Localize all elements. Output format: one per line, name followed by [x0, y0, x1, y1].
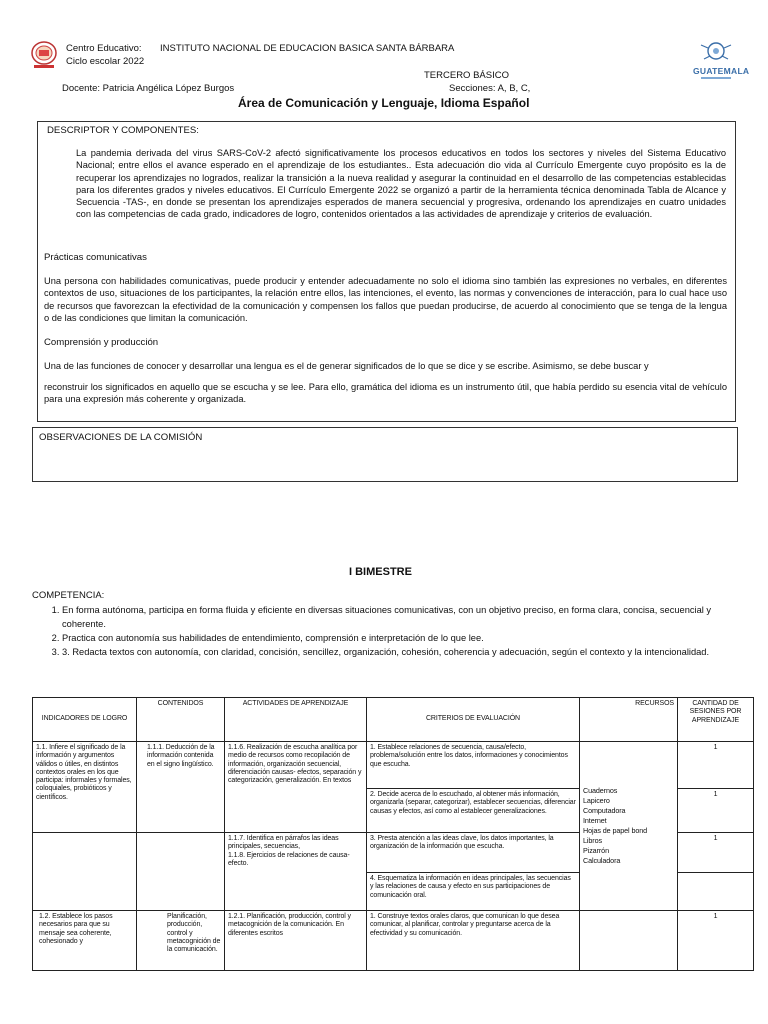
- competencia-item: 1. En forma autónoma, participa en forma fluida y eficiente en diversas situaciones comunicativas, con un objetivo preciso, en forma clara, concisa, secuencial y coherente.: [62, 603, 744, 631]
- observaciones-box: [32, 427, 738, 482]
- contenido-1-2: Planificación, producción, control y metacognición de la comunicación.: [137, 911, 225, 971]
- comprension-text-1: Una de las funciones de conocer y desarrollar una lengua es el de generar significados de lo que se dice y se escribe. Asimismo, se debe buscar y: [44, 361, 649, 371]
- planning-table: [32, 697, 754, 971]
- cantidad-cell: 1: [678, 833, 754, 873]
- descriptor-title: DESCRIPTOR Y COMPONENTES:: [47, 125, 199, 136]
- actividad-1-1-6: 1.1.6. Realización de escucha analítica por medio de recursos como recopilación de información, organización secuencial, diferenciación causas- efectos, separación y categorización, generalización. En textos: [225, 742, 367, 833]
- comprension-text-2: reconstruir los significados en aquello que se escucha y se lee. Para ello, gramática del idioma es un instrumento útil, que había perdido su esencia vital de vehículo para una expresión más coherente y organizada.: [44, 382, 727, 405]
- cantidad-cell: 1: [678, 742, 754, 789]
- recurso-item: Libros: [583, 836, 602, 845]
- actividad-1-1-7: 1.1.7. Identifica en párrafos las ideas principales, secuencias,: [228, 835, 339, 851]
- descriptor-intro: La pandemia derivada del virus SARS-CoV-2 afectó significativamente los procesos educativos en todos los sectores y niveles del Sistema Educativo Nacional; entre ellos el avance esperado en el aprendizaje de los estudiantes.. Esta adecuación dio vida al Currículo Emergente cuyo propósito es la de recuperar los aprendizajes no logrados, realizar la transición a la nueva realidad y asegurar la continuidad en el desarrollo de las competencias establecidas para los diferentes grados y niveles educativos. El Currículo Emergente 2022 se organizó a partir de la herramienta técnica denominada Tabla de Alcance y Secuencia -TAS-, en donde se presentan los aprendizajes esperados de manera secuencial y progresiva, ordenando los aprendizajes en cuatro unidades con las competencias de cada grado, indicadores de logro, contenidos orientados a las actividades de aprendizaje y criterios de evaluación.: [76, 148, 726, 220]
- recurso-item: Pizarrón: [583, 846, 609, 855]
- recurso-item: Calculadora: [583, 856, 621, 865]
- descriptor-box: [37, 121, 736, 422]
- table-row: [33, 742, 754, 789]
- bimestre-title: I BIMESTRE: [349, 566, 412, 578]
- table-header-row: [33, 698, 754, 742]
- docente: Docente: Patricia Angélica López Burgos: [62, 83, 235, 94]
- criterio-3: 3. Presta atención a las ideas clave, los datos importantes, la organización de la información que escucha.: [367, 833, 580, 873]
- criterio-1: 1. Establece relaciones de secuencia, causa/efecto, problema/solución entre los datos, informaciones y conocimientos que escucha.: [367, 742, 580, 789]
- recurso-item: Cuadernos: [583, 786, 618, 795]
- competencia-item: 2. Practica con autonomía sus habilidades de entendimiento, comprensión e interpretación de lo que lee.: [62, 631, 744, 645]
- indicador-empty: [33, 833, 137, 911]
- area-title: Área de Comunicación y Lenguaje, Idioma Español: [238, 96, 530, 110]
- recurso-item: Computadora: [583, 806, 626, 815]
- ciclo-escolar: Ciclo escolar 2022: [66, 56, 145, 67]
- contenido-empty: [137, 833, 225, 911]
- recurso-item: Internet: [583, 816, 607, 825]
- criterio-4: 4. Esquematiza la información en ideas principales, las secuencias y las relaciones de causa y efecto en sus participaciones de comunicación oral.: [367, 873, 580, 911]
- header-actividades: ACTIVIDADES DE APRENDIZAJE: [225, 698, 367, 742]
- cantidad-cell: 1: [678, 789, 754, 833]
- indicador-1-1: 1.1. Infiere el significado de la información y argumentos válidos o útiles, en distintos contextos orales en los que participa: informales y formales, coloquiales, probióticos y científicos.: [33, 742, 137, 833]
- centro-value: INSTITUTO NACIONAL DE EDUCACION BASICA SANTA BÁRBARA: [160, 43, 455, 54]
- header-contenidos: CONTENIDOS: [137, 698, 225, 742]
- cantidad-empty: [678, 873, 754, 911]
- header-criterios: CRITERIOS DE EVALUACIÓN: [367, 698, 580, 742]
- observaciones-title: OBSERVACIONES DE LA COMISIÓN: [39, 432, 203, 443]
- school-seal-logo: [30, 40, 58, 70]
- cantidad-cell: 1: [678, 911, 754, 971]
- recurso-item: Hojas de papel bond: [583, 826, 648, 835]
- criterio-2: 2. Decide acerca de lo escuchado, al obtener más información, organizarla (separar, categorizar), establecer secuencias, diferenciar causas y efectos, así como al establecer generalizaciones.: [367, 789, 580, 833]
- centro-label: Centro Educativo:: [66, 43, 142, 54]
- criterio-1-2: 1. Construye textos orales claros, que comunican lo que desea comunicar, al planificar, controlar y preguntarse acerca de la efectividad y su comunicación.: [367, 911, 580, 971]
- guatemala-ministry-logo: [693, 40, 750, 76]
- header-cantidad: CANTIDAD DE SESIONES POR APRENDIZAJE: [678, 698, 754, 742]
- recurso-item: Lapicero: [583, 796, 610, 805]
- actividad-1-2-1: 1.2.1. Planificación, producción, control y metacognición de la comunicación. En diferentes escritos: [225, 911, 367, 971]
- competencia-item: 3. 3. Redacta textos con autonomía, con claridad, concisión, sencillez, organización, cohesión, coherencia y adecuación, según el contexto y la intencionalidad.: [62, 645, 744, 659]
- table-row: [33, 911, 754, 971]
- recursos-cell: [580, 742, 678, 911]
- secciones: Secciones: A, B, C,: [449, 83, 531, 94]
- comprension-title: Comprensión y producción: [44, 337, 159, 348]
- contenido-1-1-1: 1.1.1. Deducción de la información contenida en el signo lingüístico.: [137, 742, 225, 833]
- practicas-text: Una persona con habilidades comunicativas, puede producir y entender adecuadamente no solo el idioma sino también las expresiones no verbales, en diferentes contextos de uso, situaciones de los participantes, la relación entre ellos, las intenciones, el evento, las normas y convenciones de interacción, para lo cual hace uso de recursos que favorezcan la efectividad de la comunicación y compensen los fallos que puedan producirse, de acuerdo al conocimiento que se tenga de la lengua o de las condiciones que limitan la comunicación.: [44, 276, 727, 323]
- recursos-empty: [580, 911, 678, 971]
- header-recursos: RECURSOS: [580, 698, 678, 742]
- header-indicadores: INDICADORES DE LOGRO: [33, 698, 137, 742]
- competencia-label: COMPETENCIA:: [32, 590, 105, 601]
- actividad-1-1-8: 1.1.8. Ejercicios de relaciones de causa-efecto.: [228, 851, 350, 867]
- indicador-1-2: 1.2. Establece los pasos necesarios para que su mensaje sea coherente, cohesionado y: [33, 911, 137, 971]
- actividades-1-1-7-8: [225, 833, 367, 911]
- logo-text: GUATEMALA: [693, 66, 750, 76]
- grado: TERCERO BÁSICO: [424, 70, 509, 81]
- practicas-title: Prácticas comunicativas: [44, 252, 147, 263]
- competencias-list: [32, 603, 744, 659]
- coat-of-arms-icon: [693, 40, 739, 62]
